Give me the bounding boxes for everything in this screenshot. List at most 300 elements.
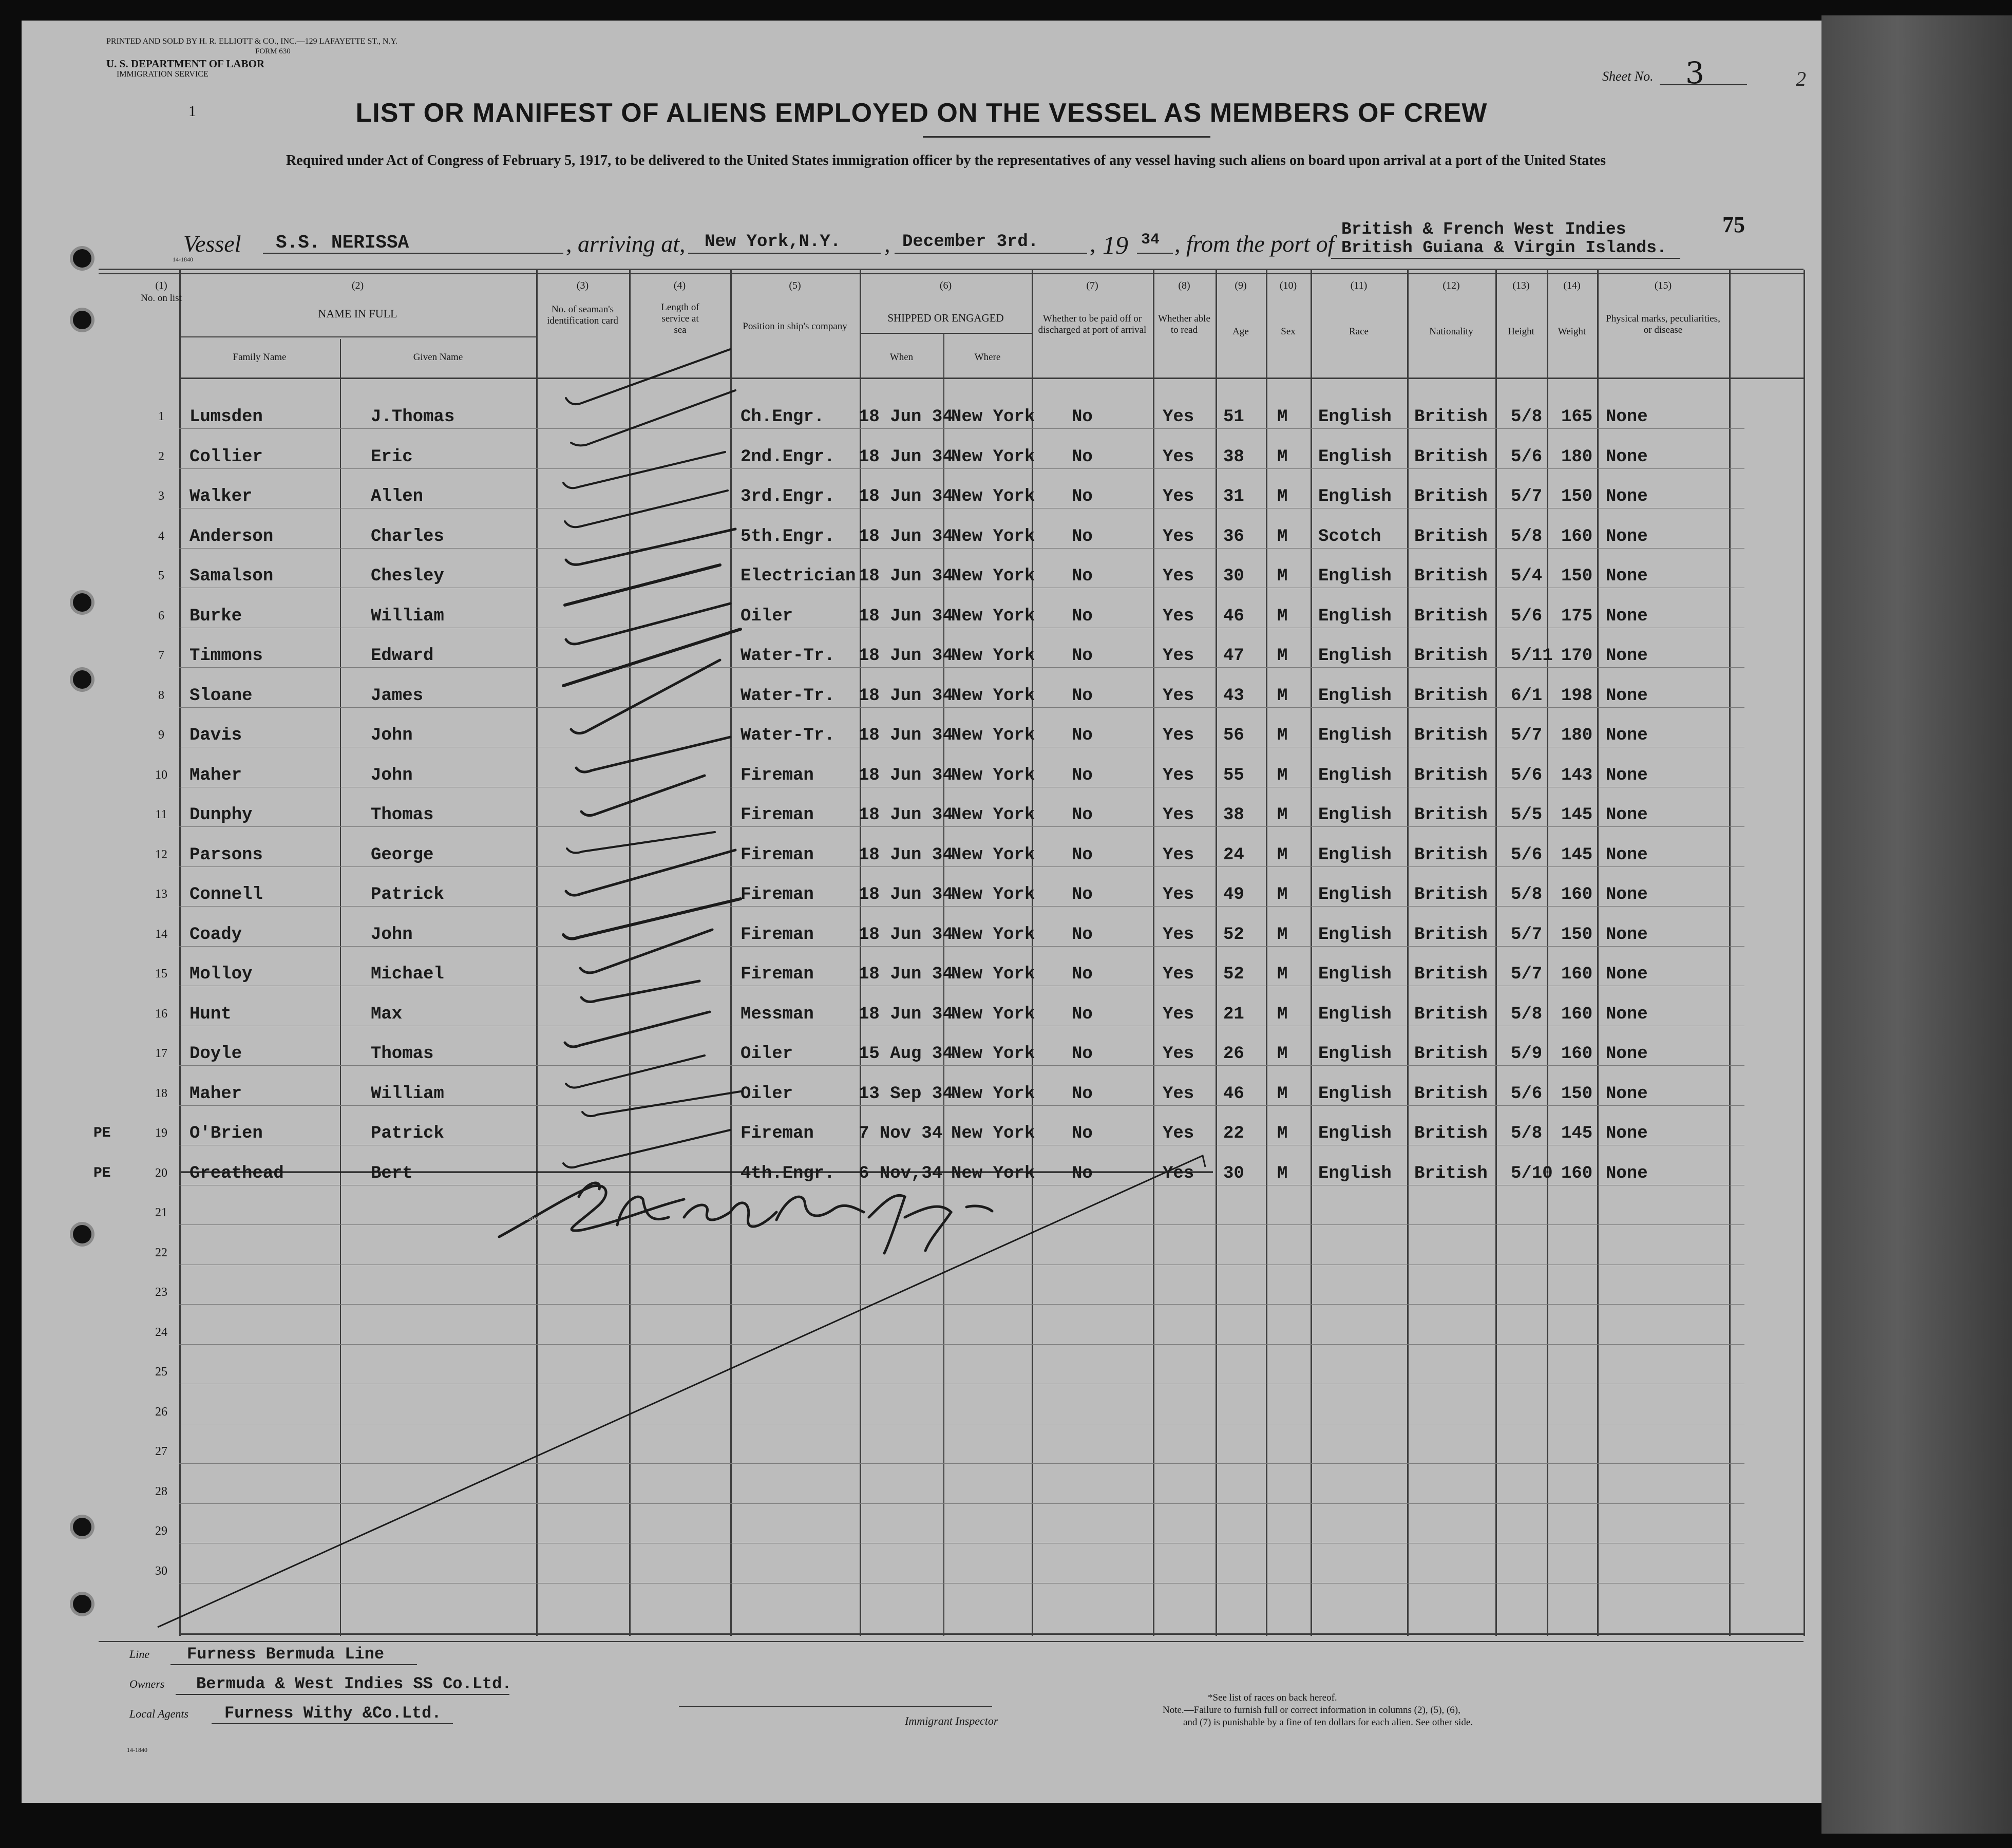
cell-paid-off: No [1072, 1084, 1093, 1104]
footer-form-code: 14-1840 [127, 1746, 147, 1753]
cell-family-name: Burke [189, 607, 242, 626]
cell-physical-marks: None [1606, 607, 1648, 626]
cell-position: Fireman [741, 965, 814, 984]
year-prefix: 19 [1103, 231, 1128, 259]
cell-weight: 160 [1561, 527, 1593, 546]
corner-mark: 2 [1796, 67, 1806, 90]
cell-given-name: James [371, 686, 424, 706]
cell-shipped-where: New York [951, 607, 1035, 626]
cell-age: 26 [1223, 1044, 1244, 1064]
cell-shipped-where: New York [951, 407, 1035, 427]
inspector-signature [499, 1183, 992, 1253]
col-num-1: (1) [155, 280, 167, 291]
signature-text: J. O'Loughlin Insp. [515, 1216, 563, 1221]
cell-height: 5/8 [1511, 407, 1543, 427]
cell-shipped-when: 18 Jun 34 [859, 646, 953, 666]
cell-paid-off: No [1072, 805, 1093, 825]
cell-shipped-where: New York [951, 1124, 1035, 1143]
empty-row-number: 21 [155, 1206, 167, 1219]
arrival-date: December 3rd. [902, 232, 1039, 252]
cell-weight: 143 [1561, 766, 1593, 785]
cell-shipped-when: 18 Jun 34 [859, 805, 953, 825]
cell-physical-marks: None [1606, 686, 1648, 706]
cell-nationality: British [1414, 646, 1488, 666]
cell-nationality: British [1414, 1164, 1488, 1183]
cell-height: 5/8 [1511, 1124, 1543, 1143]
cell-able-to-read: Yes [1163, 686, 1194, 706]
cell-sex: M [1277, 527, 1288, 546]
cell-physical-marks: None [1606, 965, 1648, 984]
cell-position: Fireman [741, 925, 814, 945]
cell-shipped-when: 6 Nov,34 [859, 1164, 943, 1183]
cell-able-to-read: Yes [1163, 805, 1194, 825]
cell-paid-off: No [1072, 1044, 1093, 1064]
from-port-label: , from the port of [1174, 231, 1335, 257]
cell-given-name: Allen [371, 487, 424, 506]
cell-sex: M [1277, 567, 1288, 586]
cell-weight: 175 [1561, 607, 1593, 626]
cell-height: 5/9 [1511, 1044, 1543, 1064]
cell-shipped-when: 15 Aug 34 [859, 1044, 953, 1064]
cell-age: 31 [1223, 487, 1244, 506]
col-header-sex: Sex [1281, 326, 1296, 337]
cell-age: 38 [1223, 447, 1244, 467]
fine-note-line-2: and (7) is punishable by a fine of ten dollars for each alien. See other side. [1183, 1717, 1473, 1728]
empty-row-number: 30 [155, 1564, 167, 1578]
cell-sex: M [1277, 1005, 1288, 1024]
cell-able-to-read: Yes [1163, 1124, 1194, 1143]
cell-sex: M [1277, 447, 1288, 467]
cell-position: Messman [741, 1005, 814, 1024]
row-number: 17 [155, 1047, 167, 1060]
cell-position: Ch.Engr. [741, 407, 825, 427]
cell-sex: M [1277, 1084, 1288, 1104]
printer-line: PRINTED AND SOLD BY H. R. ELLIOTT & CO., INC.—129 LAFAYETTE ST., N.Y. [106, 37, 397, 46]
col-header-nationality: Nationality [1429, 326, 1473, 337]
cell-sex: M [1277, 766, 1288, 785]
cell-able-to-read: Yes [1163, 845, 1194, 865]
cell-sex: M [1277, 607, 1288, 626]
cell-weight: 150 [1561, 925, 1593, 945]
col-header-position: Position in ship's company [743, 321, 847, 332]
cell-position: Water-Tr. [741, 686, 835, 706]
cell-physical-marks: None [1606, 646, 1648, 666]
cell-family-name: Greathead [189, 1164, 284, 1183]
cell-able-to-read: Yes [1163, 567, 1194, 586]
cell-shipped-where: New York [951, 965, 1035, 984]
cell-shipped-where: New York [951, 885, 1035, 904]
cell-paid-off: No [1072, 1164, 1093, 1183]
cell-position: Fireman [741, 766, 814, 785]
cell-height: 5/7 [1511, 925, 1543, 945]
year-suffix: 34 [1141, 231, 1160, 249]
cell-height: 5/11 [1511, 646, 1553, 666]
empty-row-number: 22 [155, 1246, 167, 1259]
cell-physical-marks: None [1606, 567, 1648, 586]
cell-weight: 180 [1561, 726, 1593, 745]
cell-family-name: O'Brien [189, 1124, 263, 1143]
cell-sex: M [1277, 885, 1288, 904]
cell-physical-marks: None [1606, 766, 1648, 785]
cell-age: 55 [1223, 766, 1244, 785]
col-num-15: (15) [1654, 280, 1672, 291]
cell-nationality: British [1414, 1044, 1488, 1064]
cell-shipped-when: 18 Jun 34 [859, 965, 953, 984]
cell-physical-marks: None [1606, 1124, 1648, 1143]
cell-shipped-where: New York [951, 805, 1035, 825]
cell-able-to-read: Yes [1163, 487, 1194, 506]
cell-weight: 180 [1561, 447, 1593, 467]
stamp-number: 75 [1722, 212, 1745, 237]
cell-given-name: Edward [371, 646, 434, 666]
cell-weight: 160 [1561, 1005, 1593, 1024]
cell-race: English [1318, 766, 1392, 785]
cell-given-name: John [371, 766, 413, 785]
cell-family-name: Maher [189, 1084, 242, 1104]
row-number: 14 [155, 928, 167, 941]
cell-sex: M [1277, 925, 1288, 945]
cell-position: Water-Tr. [741, 646, 835, 666]
cell-sex: M [1277, 646, 1288, 666]
cell-paid-off: No [1072, 726, 1093, 745]
cell-position: Oiler [741, 607, 793, 626]
cell-paid-off: No [1072, 607, 1093, 626]
page-mark: 1 [188, 103, 196, 120]
cell-able-to-read: Yes [1163, 726, 1194, 745]
cell-paid-off: No [1072, 845, 1093, 865]
cell-shipped-where: New York [951, 1044, 1035, 1064]
cell-paid-off: No [1072, 567, 1093, 586]
cell-shipped-when: 18 Jun 34 [859, 726, 953, 745]
row-number: 13 [155, 888, 167, 901]
cell-race: English [1318, 1124, 1392, 1143]
cell-race: English [1318, 1164, 1392, 1183]
cell-race: English [1318, 805, 1392, 825]
cell-family-name: Sloane [189, 686, 253, 706]
cell-physical-marks: None [1606, 885, 1648, 904]
cell-sex: M [1277, 1044, 1288, 1064]
cell-able-to-read: Yes [1163, 527, 1194, 546]
cell-physical-marks: None [1606, 726, 1648, 745]
cell-height: 6/1 [1511, 686, 1543, 706]
cell-race: English [1318, 567, 1392, 586]
manifest-page [22, 21, 1821, 1803]
cell-family-name: Anderson [189, 527, 274, 546]
owners-label: Owners [129, 1677, 165, 1690]
agents-label: Local Agents [129, 1707, 189, 1720]
cell-physical-marks: None [1606, 447, 1648, 467]
cell-height: 5/7 [1511, 726, 1543, 745]
cell-physical-marks: None [1606, 1084, 1648, 1104]
col-num-7: (7) [1086, 280, 1098, 291]
cell-sex: M [1277, 487, 1288, 506]
cell-able-to-read: Yes [1163, 1084, 1194, 1104]
cell-shipped-when: 18 Jun 34 [859, 885, 953, 904]
cell-position: Fireman [741, 885, 814, 904]
row-number: 10 [155, 768, 167, 782]
cell-shipped-where: New York [951, 1084, 1035, 1104]
cell-shipped-where: New York [951, 766, 1035, 785]
cell-nationality: British [1414, 567, 1488, 586]
form-code: 14-1840 [173, 256, 193, 263]
row-number: 15 [155, 967, 167, 980]
cell-shipped-when: 18 Jun 34 [859, 686, 953, 706]
cell-shipped-when: 18 Jun 34 [859, 766, 953, 785]
cell-weight: 145 [1561, 1124, 1593, 1143]
cell-age: 21 [1223, 1005, 1244, 1024]
vessel-label: Vessel [183, 231, 241, 257]
cell-weight: 145 [1561, 845, 1593, 865]
cell-age: 47 [1223, 646, 1244, 666]
col-num-12: (12) [1442, 280, 1460, 291]
cell-nationality: British [1414, 925, 1488, 945]
row-number: 12 [155, 848, 167, 861]
cell-given-name: John [371, 925, 413, 945]
pe-annotation: PE [93, 1165, 111, 1181]
col-num-5: (5) [789, 280, 801, 291]
cell-able-to-read: Yes [1163, 407, 1194, 427]
empty-row-number: 24 [155, 1326, 167, 1339]
cell-nationality: British [1414, 766, 1488, 785]
col-header-name: NAME IN FULL [318, 307, 397, 320]
cell-race: English [1318, 1084, 1392, 1104]
cell-position: Fireman [741, 845, 814, 865]
cell-age: 22 [1223, 1124, 1244, 1143]
cell-weight: 160 [1561, 965, 1593, 984]
cell-physical-marks: None [1606, 1164, 1648, 1183]
cell-shipped-where: New York [951, 686, 1035, 706]
sheet-label: Sheet No. [1602, 69, 1654, 84]
cell-shipped-when: 18 Jun 34 [859, 447, 953, 467]
cell-sex: M [1277, 965, 1288, 984]
cell-position: 2nd.Engr. [741, 447, 835, 467]
row-number: 3 [158, 489, 164, 503]
cell-family-name: Samalson [189, 567, 274, 586]
cell-given-name: Bert [371, 1164, 413, 1183]
cell-race: English [1318, 646, 1392, 666]
cell-given-name: J.Thomas [371, 407, 455, 427]
cell-weight: 170 [1561, 646, 1593, 666]
cell-weight: 160 [1561, 1044, 1593, 1064]
cell-given-name: Chesley [371, 567, 444, 586]
races-note: *See list of races on back hereof. [1208, 1692, 1337, 1703]
cell-age: 46 [1223, 607, 1244, 626]
agents-value: Furness Withy &Co.Ltd. [224, 1704, 442, 1723]
cell-weight: 150 [1561, 567, 1593, 586]
document-subtitle: Required under Act of Congress of February 5, 1917, to be delivered to the United States immigration officer by the representatives of any vessel having such aliens on board upon arrival at a port of the United States [286, 153, 1606, 168]
cell-race: English [1318, 965, 1392, 984]
cell-shipped-where: New York [951, 487, 1035, 506]
cell-height: 5/6 [1511, 447, 1543, 467]
row-number: 18 [155, 1087, 167, 1100]
cell-physical-marks: None [1606, 527, 1648, 546]
row-number: 6 [158, 609, 164, 623]
col-num-4: (4) [673, 280, 686, 291]
cell-race: English [1318, 487, 1392, 506]
cell-paid-off: No [1072, 407, 1093, 427]
cell-age: 56 [1223, 726, 1244, 745]
cell-sex: M [1277, 726, 1288, 745]
cell-paid-off: No [1072, 527, 1093, 546]
cell-age: 38 [1223, 805, 1244, 825]
cell-nationality: British [1414, 1124, 1488, 1143]
cell-age: 36 [1223, 527, 1244, 546]
col-header-height: Height [1508, 326, 1534, 337]
cell-given-name: Thomas [371, 805, 434, 825]
arrival-port: New York,N.Y. [705, 232, 841, 252]
cell-race: English [1318, 845, 1392, 865]
col-header-given-name: Given Name [413, 352, 463, 363]
col-header-family-name: Family Name [233, 352, 287, 363]
cell-weight: 165 [1561, 407, 1593, 427]
cell-physical-marks: None [1606, 407, 1648, 427]
cell-height: 5/8 [1511, 527, 1543, 546]
cell-given-name: Eric [371, 447, 413, 467]
owners-underline [176, 1694, 509, 1695]
row-number: 8 [158, 689, 164, 702]
row-number: 5 [158, 569, 164, 582]
cell-age: 30 [1223, 567, 1244, 586]
cell-given-name: Max [371, 1005, 403, 1024]
col-num-11: (11) [1350, 280, 1368, 291]
cell-shipped-where: New York [951, 1164, 1035, 1183]
cell-given-name: Patrick [371, 1124, 444, 1143]
cell-able-to-read: Yes [1163, 607, 1194, 626]
comma-separator: , [884, 231, 890, 257]
empty-row-number: 27 [155, 1445, 167, 1458]
cell-weight: 150 [1561, 487, 1593, 506]
cell-shipped-where: New York [951, 567, 1035, 586]
cell-physical-marks: None [1606, 845, 1648, 865]
arriving-label: , arriving at, [566, 231, 686, 257]
inspector-label: Immigrant Inspector [905, 1714, 998, 1727]
col-header-where: Where [974, 352, 1001, 363]
cell-age: 49 [1223, 885, 1244, 904]
col-num-10: (10) [1279, 280, 1297, 291]
cell-given-name: William [371, 1084, 444, 1104]
cell-able-to-read: Yes [1163, 925, 1194, 945]
cell-nationality: British [1414, 686, 1488, 706]
department-name: U. S. DEPARTMENT OF LABOR [106, 58, 265, 70]
row-number: 9 [158, 728, 164, 742]
cell-able-to-read: Yes [1163, 1005, 1194, 1024]
cell-height: 5/7 [1511, 487, 1543, 506]
cell-family-name: Hunt [189, 1005, 232, 1024]
cell-weight: 145 [1561, 805, 1593, 825]
line-underline [170, 1664, 417, 1665]
cell-height: 5/4 [1511, 567, 1543, 586]
col-header-length-service: Length of service at sea [661, 302, 699, 335]
cell-position: Fireman [741, 805, 814, 825]
cell-position: Electrician [741, 567, 856, 586]
scanner-background-strip [1821, 15, 2012, 1834]
cell-position: 5th.Engr. [741, 527, 835, 546]
cell-given-name: Patrick [371, 885, 444, 904]
cell-race: English [1318, 726, 1392, 745]
cell-race: English [1318, 407, 1392, 427]
cell-family-name: Maher [189, 766, 242, 785]
cell-weight: 150 [1561, 1084, 1593, 1104]
cell-position: Fireman [741, 1124, 814, 1143]
cell-race: Scotch [1318, 527, 1381, 546]
empty-row-number: 23 [155, 1286, 167, 1299]
line-label: Line [129, 1648, 150, 1661]
cell-age: 52 [1223, 965, 1244, 984]
cell-family-name: Davis [189, 726, 242, 745]
cell-race: English [1318, 1044, 1392, 1064]
pe-annotation: PE [93, 1125, 111, 1141]
cell-shipped-when: 18 Jun 34 [859, 567, 953, 586]
cell-nationality: British [1414, 607, 1488, 626]
cell-paid-off: No [1072, 1005, 1093, 1024]
cell-given-name: William [371, 607, 444, 626]
col-header-age: Age [1232, 326, 1249, 337]
row-number: 11 [155, 808, 167, 821]
cell-nationality: British [1414, 1084, 1488, 1104]
cell-given-name: Michael [371, 965, 444, 984]
cell-position: Water-Tr. [741, 726, 835, 745]
agents-underline [212, 1723, 453, 1724]
row-number: 7 [158, 649, 164, 662]
col-header-paid-off: Whether to be paid off or discharged at port of arrival [1038, 313, 1147, 335]
cell-nationality: British [1414, 407, 1488, 427]
col-header-when: When [889, 352, 914, 363]
handwritten-marks [22, 21, 1821, 1803]
cell-race: English [1318, 447, 1392, 467]
col-header-no-on-list: No. on list [141, 293, 182, 304]
cell-age: 52 [1223, 925, 1244, 945]
cell-family-name: Walker [189, 487, 253, 506]
cell-age: 51 [1223, 407, 1244, 427]
comma-separator: , [1090, 231, 1096, 257]
cell-family-name: Doyle [189, 1044, 242, 1064]
cell-shipped-when: 18 Jun 34 [859, 845, 953, 865]
cell-able-to-read: Yes [1163, 766, 1194, 785]
empty-row-number: 26 [155, 1405, 167, 1419]
row-number: 20 [155, 1166, 167, 1180]
cell-family-name: Parsons [189, 845, 263, 865]
row-number: 1 [158, 410, 164, 423]
cell-race: English [1318, 925, 1392, 945]
cell-race: English [1318, 1005, 1392, 1024]
cell-given-name: John [371, 726, 413, 745]
empty-row-number: 29 [155, 1524, 167, 1538]
cell-sex: M [1277, 407, 1288, 427]
cell-given-name: Thomas [371, 1044, 434, 1064]
cell-shipped-where: New York [951, 925, 1035, 945]
row-number: 2 [158, 450, 164, 463]
col-header-shipped: SHIPPED OR ENGAGED [887, 312, 1004, 324]
cell-physical-marks: None [1606, 925, 1648, 945]
cell-height: 5/10 [1511, 1164, 1553, 1183]
cell-able-to-read: Yes [1163, 447, 1194, 467]
departure-port-line-1: British & French West Indies [1341, 220, 1626, 239]
cell-paid-off: No [1072, 965, 1093, 984]
cell-shipped-when: 18 Jun 34 [859, 487, 953, 506]
cell-age: 24 [1223, 845, 1244, 865]
cell-nationality: British [1414, 527, 1488, 546]
cell-nationality: British [1414, 1005, 1488, 1024]
cell-height: 5/8 [1511, 885, 1543, 904]
cell-physical-marks: None [1606, 487, 1648, 506]
cell-weight: 198 [1561, 686, 1593, 706]
empty-row-number: 25 [155, 1365, 167, 1379]
cell-shipped-when: 18 Jun 34 [859, 527, 953, 546]
row-number: 16 [155, 1007, 167, 1021]
cell-given-name: George [371, 845, 434, 865]
cell-family-name: Timmons [189, 646, 263, 666]
fine-note-line-1: Note.—Failure to furnish full or correct information in columns (2), (5), (6), [1163, 1705, 1460, 1715]
